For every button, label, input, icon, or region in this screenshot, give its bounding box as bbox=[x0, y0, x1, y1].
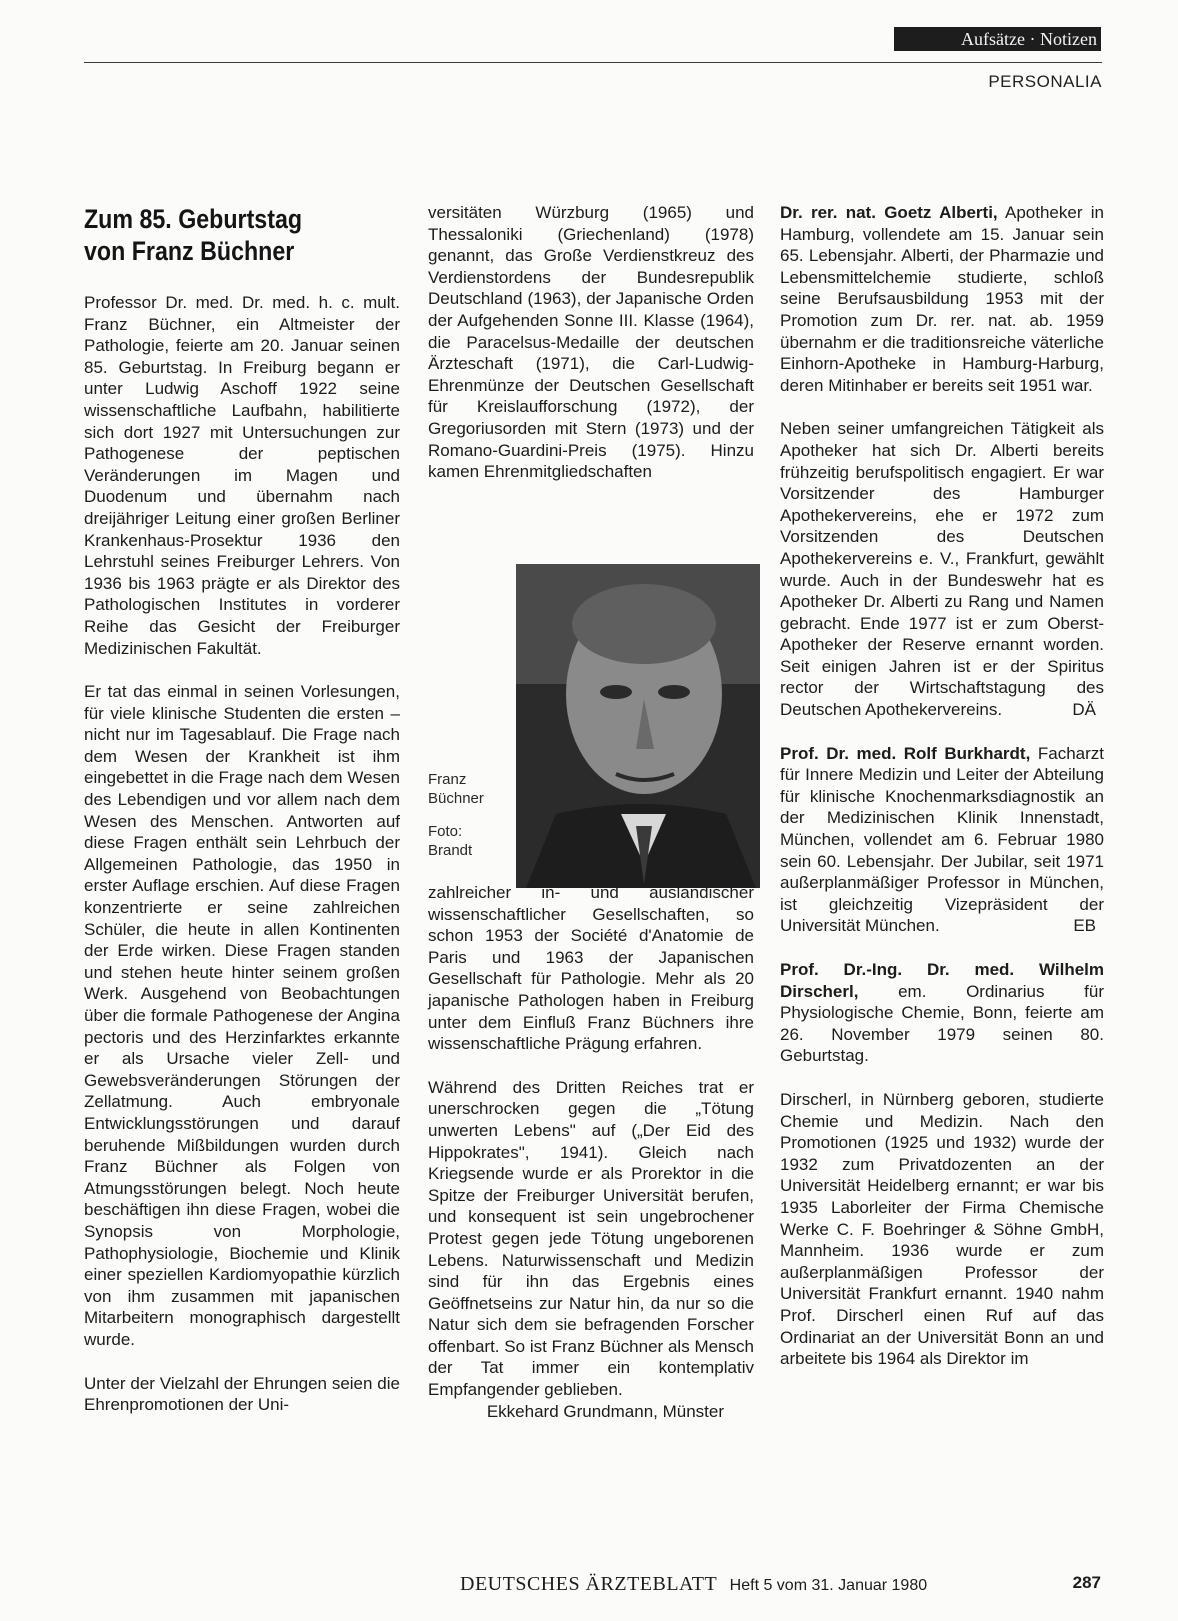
article-column-2-bottom bbox=[428, 882, 754, 1422]
article-paragraph: Professor Dr. med. Dr. med. h. c. mult. Franz Büchner, ein Altmeister der Pathologie, feierte am 20. Januar seinen 85. Geburtstag. In Freiburg begann er unter Ludwig Aschoff 1922 seine wissenschaftliche Laufbahn, habilitierte sich dort 1927 mit Untersuchungen zur Pathogenese der peptischen Veränderungen im Magen und Duodenum und übernahm nach dreijähriger Leitung einer großen Berliner Krankenhaus-Prosektur 1936 den Lehrstuhl seines Freiburger Lehrers. Von 1936 bis 1963 prägte er als Direktor des Pathologischen Institutes in vorderer Reihe das Gesicht der Freiburger Medizinischen Fakultät. bbox=[84, 293, 400, 658]
article-paragraph: versitäten Würzburg (1965) und Thessaloniki (Griechenland) (1978) genannt, das Große Verdienstkreuz des Verdienstordens der Bundesrepublik Deutschland (1963), der Japanische Orden der Aufgehenden Sonne III. Klasse (1964), die Paracelsus-Medaille der deutschen Ärzteschaft (1971), die Carl-Ludwig-Ehrenmünze der Deutschen Gesellschaft für Kreislaufforschung (1972), der Gregoriusorden mit Stern (1973) und der Romano-Guardini-Preis (1975). Hinzu kamen Ehrenmitgliedschaften bbox=[428, 203, 754, 482]
dirscherl-name: Prof. Dr.-Ing. Dr. med. Wilhelm Dirscherl, bbox=[780, 960, 1104, 1001]
burkhardt-entry bbox=[780, 743, 1104, 937]
section-title: PERSONALIA bbox=[988, 72, 1102, 91]
portrait-photo bbox=[516, 564, 760, 888]
burkhardt-signature: EB bbox=[1073, 916, 1096, 936]
alberti-name: Dr. rer. nat. Goetz Alberti, bbox=[780, 203, 998, 222]
personalia-column bbox=[780, 202, 1104, 1370]
caption-name-line-2: Büchner bbox=[428, 790, 484, 807]
caption-name-line-1: Franz bbox=[428, 771, 467, 788]
page-number: 287 bbox=[1072, 1573, 1101, 1592]
article-paragraph: Er tat das einmal in seinen Vorlesungen, für viele klinische Studenten die ersten – nicht nur im Tagesablauf. Die Frage nach dem Wesen der Krankheit ist ihm eingebettet in die Frage nach dem Wesen des Lebendigen und vor allem nach dem Wesen des Menschen. Antworten auf diese Fragen enthält sein Lehrbuch der Allgemeinen Pathologie, das 1950 in erster Auflage erschien. Auf diese Fragen konzentrierte er seine zahlreichen Schüler, die heute in allen Kontinenten der Erde wirken. Diese Fragen standen und stehen heute hinter seinem großen Werk. Ausgehend von Beobachtungen über die formale Pathogenese der Angina pectoris und des Herzinfarktes erkannte er als Ursache vieler Zell- und Gewebsveränderungen Störungen der Zellatmung. Auch embryonale Entwicklungsstörungen und darauf beruhende Mißbildungen wurden durch Franz Büchner als Folgen von Atmungsstörungen belegt. Noch heute beschäftigen ihn diese Fragen, wobei die Synopsis von Morphologie, Pathophysiologie, Biochemie und Klinik einer speziellen Kardiomyopathie kürzlich von ihm zusammen mit japanischen Mitarbeitern monographisch dargestellt wurde. bbox=[84, 682, 400, 1349]
alberti-signature: DÄ bbox=[1072, 700, 1096, 720]
portrait-image-icon bbox=[516, 564, 760, 888]
article-paragraph: zahlreicher in- und ausländischer wissenschaftlicher Gesellschaften, so schon 1953 der Société d'Anatomie de Paris und 1963 der Japanischen Gesellschaft für Pathologie. Mehr als 20 japanische Pathologen haben in Freiburg unter dem Einfluß Franz Büchners ihre wissenschaftliche Prägung erfahren. bbox=[428, 883, 754, 1054]
article-title bbox=[84, 203, 359, 267]
article-paragraph: Unter der Vielzahl der Ehrungen seien die Ehrenpromotionen der Uni- bbox=[84, 1373, 400, 1415]
alberti-entry bbox=[780, 202, 1104, 396]
alberti-text: Apotheker in Hamburg, vollendete am 15. Januar sein 65. Lebensjahr. Alberti, der Pharmazie und Lebensmittelchemie studierte, schloß seine Berufsausbildung 1953 mit der Promotion zum Dr. rer. nat. ab. 1959 übernahm er die traditionsreiche väterliche Einhorn-Apotheke in Hamburg-Harburg, deren Mitinhaber er bereits seit 1951 war. bbox=[780, 203, 1104, 395]
section-tag: Aufsätze · Notizen bbox=[894, 27, 1101, 51]
journal-name: DEUTSCHES ÄRZTEBLATT bbox=[460, 1573, 718, 1595]
alberti-paragraph-2 bbox=[780, 418, 1104, 720]
article-title-line-1: Zum 85. Geburtstag bbox=[84, 204, 303, 234]
article-author: Ekkehard Grundmann, Münster bbox=[486, 1401, 724, 1421]
article-column-1 bbox=[84, 292, 400, 1416]
burkhardt-text: Facharzt für Innere Medizin und Leiter der Abteilung für klinische Knochenmarksdiagnostik an der Medizinischen Klinik Innenstadt, München, vollendet am 6. Februar 1980 sein 60. Lebensjahr. Der Jubilar, seit 1971 außerplanmäßiger Professor in München, ist gleichzeitig Vizepräsident der Universität München. bbox=[780, 743, 1104, 936]
dirscherl-paragraph-2: Dirscherl, in Nürnberg geboren, studierte Chemie und Medizin. Nach den Promotionen (1925 und 1932) wurde der 1932 zum Privatdozenten an der Universität Heidelberg ernannt; er war bis 1935 Laborleiter der Firma Chemische Werke C. F. Boehringer & Söhne GmbH, Mannheim. 1936 wurde er zum außerplanmäßigen Professor der Universität Frankfurt ernannt. 1940 nahm Prof. Dirscherl einen Ruf auf das Ordinariat an der Universität Bonn an und arbeitete bis 1964 als Direktor im bbox=[780, 1089, 1104, 1369]
header-rule bbox=[84, 62, 1102, 63]
issue-info: Heft 5 vom 31. Januar 1980 bbox=[729, 1577, 928, 1594]
caption-credit-line-1: Foto: bbox=[428, 823, 463, 840]
article-paragraph: Während des Dritten Reiches trat er unerschrocken gegen die „Tötung unwerten Lebens" auf („Der Eid des Hippokrates", 1941). Gleich nach Kriegsende wurde er als Prorektor in die Spitze der Freiburger Universität berufen, und konsequent ist sein ungebrochener Protest gegen jede Tötung ungeborenen Lebens. Naturwissenschaft und Medizin sind für ihn das Ergebnis eines Geöffnetseins zur Natur hin, da nur so die Natur sich dem sie befragenden Forscher offenbart. So ist Franz Büchner als Mensch der Tat immer ein kontemplativ Empfangender geblieben. bbox=[428, 1077, 754, 1400]
caption-credit-line-2: Brandt bbox=[428, 842, 473, 859]
dirscherl-text: em. Ordinarius für Physiologische Chemie, Bonn, feierte am 26. November 1979 seinen 80. Geburtstag. bbox=[780, 981, 1104, 1066]
alberti-text-2: Neben seiner umfangreichen Tätigkeit als Apotheker hat sich Dr. Alberti bereits frühzeitig berufspolitisch engagiert. Er war Vorsitzender des Hamburger Apothekervereins, ehe er 1972 zum Vorsitzenden des Deutschen Apothekervereins e. V., Frankfurt, gewählt wurde. Auch in der Bundeswehr hat es Apotheker Dr. Alberti zu Rang und Namen gebracht. Ende 1977 ist er zum Oberst-Apotheker der Reserve ernannt worden. Seit einigen Jahren ist er der Spiritus rector der Wirtschaftstagung des Deutschen Apothekervereins. bbox=[780, 419, 1104, 720]
dirscherl-entry bbox=[780, 959, 1104, 1067]
burkhardt-name: Prof. Dr. med. Rolf Burkhardt, bbox=[780, 743, 1031, 763]
article-title-line-2: von Franz Büchner bbox=[84, 236, 295, 266]
page-footer bbox=[460, 1573, 1101, 1596]
photo-caption bbox=[428, 770, 508, 860]
article-column-2-top bbox=[428, 202, 754, 483]
